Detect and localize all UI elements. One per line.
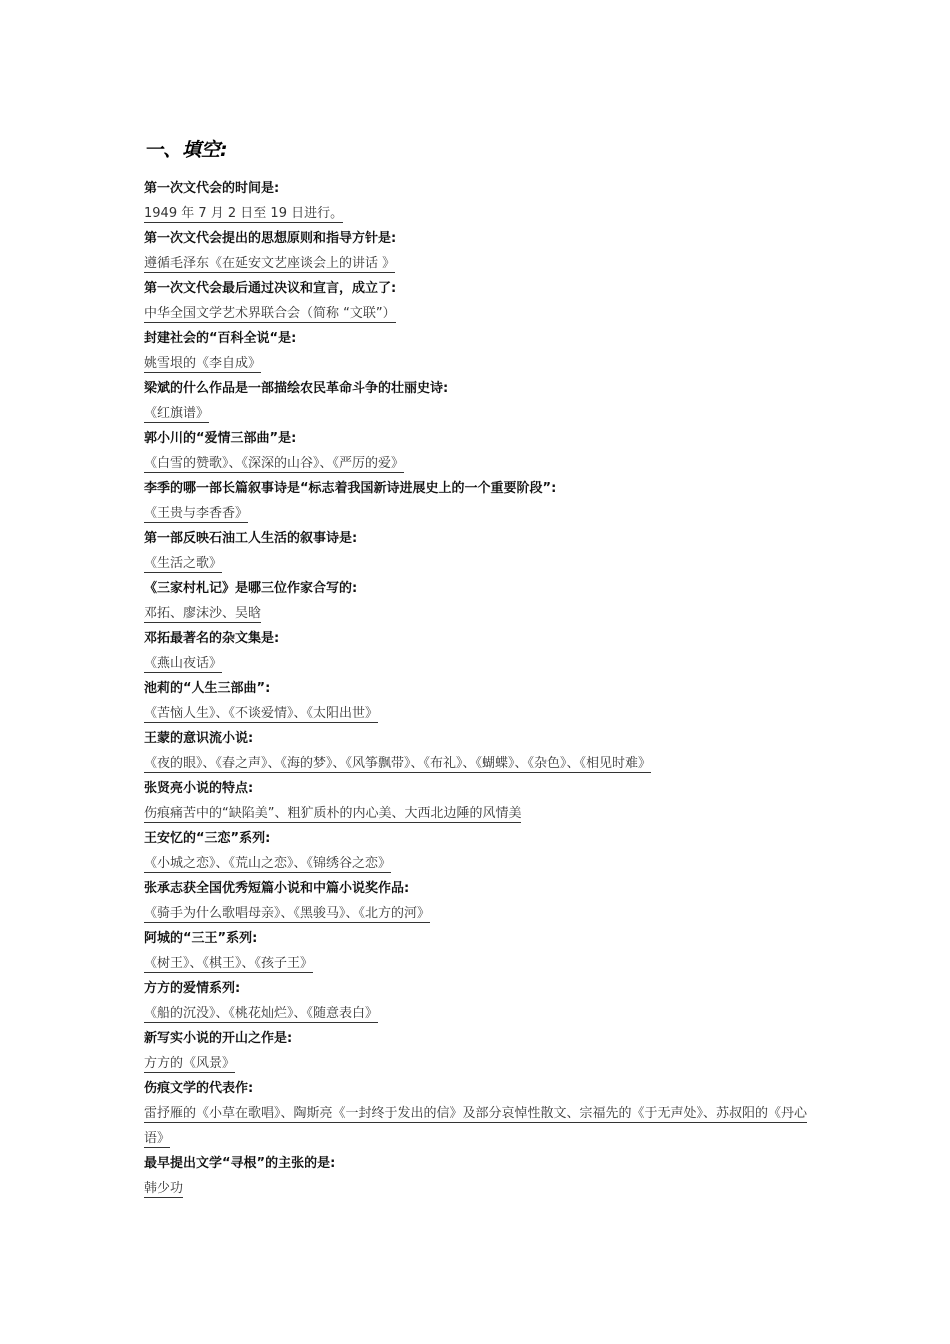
question-text: 第一次文代会的时间是: — [144, 181, 280, 196]
qa-item — [144, 1026, 814, 1076]
qa-item — [144, 276, 814, 326]
answer-text — [144, 351, 814, 376]
answer-text — [144, 501, 814, 526]
qa-item — [144, 776, 814, 826]
question-text: 池莉的“人生三部曲”: — [144, 681, 271, 696]
qa-item — [144, 426, 814, 476]
answer-underlined: 中华全国文学艺术界联合会（简称 “文联”） — [144, 306, 396, 321]
answer-underlined: 《燕山夜话》 — [144, 656, 223, 671]
question-text: 阿城的“三王”系列: — [144, 931, 258, 946]
qa-item — [144, 826, 814, 876]
answer-underlined: 1949 年 7 月 2 日至 19 日进行。 — [144, 206, 344, 221]
answer-underlined: 雷抒雁的《小草在歌唱》、陶斯亮《一封终于发出的信》及部分哀悼性散文、宗福先的《于无声处》、苏叔阳的《丹心语》 — [144, 1106, 808, 1146]
answer-underlined: 伤痕痛苦中的“缺陷美”、粗犷质朴的内心美、大西北边陲的风情美 — [144, 806, 522, 821]
question-text: 第一部反映石油工人生活的叙事诗是: — [144, 531, 358, 546]
answer-underlined: 《小城之恋》、《荒山之恋》、《锦绣谷之恋》 — [144, 856, 392, 871]
answer-underlined: 姚雪垠的《李自成》 — [144, 356, 262, 371]
answer-text — [144, 551, 814, 576]
question-text: 梁斌的什么作品是一部描绘农民革命斗争的壮丽史诗: — [144, 381, 449, 396]
answer-underlined: 韩少功 — [144, 1181, 184, 1196]
answer-text — [144, 951, 814, 976]
qa-item — [144, 926, 814, 976]
answer-text — [144, 1176, 814, 1201]
answer-underlined: 《船的沉没》、《桃花灿烂》、《随意表白》 — [144, 1006, 379, 1021]
qa-item — [144, 1151, 814, 1201]
answer-text — [144, 1051, 814, 1076]
qa-item — [144, 726, 814, 776]
answer-underlined: 《苦恼人生》、《不谈爱情》、《太阳出世》 — [144, 706, 379, 721]
question-text: 最早提出文学“寻根”的主张的是: — [144, 1156, 336, 1171]
section-title: 一、填空: — [144, 139, 228, 161]
qa-item — [144, 876, 814, 926]
answer-underlined: 《骑手为什么歌唱母亲》、《黑骏马》、《北方的河》 — [144, 906, 431, 921]
question-text: 郭小川的“爱情三部曲”是: — [144, 431, 297, 446]
question-text: 王蒙的意识流小说: — [144, 731, 254, 746]
answer-underlined: 《王贵与李香香》 — [144, 506, 249, 521]
question-text: 张承志获全国优秀短篇小说和中篇小说奖作品: — [144, 881, 410, 896]
question-text: 邓拓最著名的杂文集是: — [144, 631, 280, 646]
answer-text — [144, 801, 814, 826]
answer-underlined: 《夜的眼》、《春之声》、《海的梦》、《风筝飘带》、《布礼》、《蝴蝶》、《杂色》、《相见时难》 — [144, 756, 652, 771]
answer-underlined: 邓拓、廖沫沙、吴晗 — [144, 606, 262, 621]
answer-text — [144, 1101, 812, 1151]
question-text: 《三家村札记》是哪三位作家合写的: — [144, 581, 358, 596]
question-text: 封建社会的“百科全说“是: — [144, 331, 297, 346]
answer-text — [144, 851, 814, 876]
question-text: 新写实小说的开山之作是: — [144, 1031, 293, 1046]
qa-item — [144, 626, 814, 676]
answer-text — [144, 1001, 814, 1026]
answer-text — [144, 451, 814, 476]
question-text: 第一次文代会最后通过决议和宣言，成立了: — [144, 281, 397, 296]
qa-item — [144, 576, 814, 626]
qa-item — [144, 526, 814, 576]
question-text: 张贤亮小说的特点: — [144, 781, 254, 796]
question-text: 方方的爱情系列: — [144, 981, 241, 996]
answer-text — [144, 751, 814, 776]
qa-item — [144, 1076, 814, 1151]
answer-text — [144, 201, 814, 226]
answer-text — [144, 251, 814, 276]
qa-item — [144, 376, 814, 426]
qa-item — [144, 226, 814, 276]
question-text: 王安忆的“三恋”系列: — [144, 831, 271, 846]
qa-item — [144, 176, 814, 226]
question-text: 李季的哪一部长篇叙事诗是“标志着我国新诗进展史上的一个重要阶段”: — [144, 481, 557, 496]
answer-underlined: 《白雪的赞歌》、《深深的山谷》、《严厉的爱》 — [144, 456, 405, 471]
qa-item — [144, 676, 814, 726]
answer-text — [144, 901, 814, 926]
answer-underlined: 《树王》、《棋王》、《孩子王》 — [144, 956, 314, 971]
answer-text — [144, 701, 814, 726]
qa-item — [144, 326, 814, 376]
qa-item — [144, 976, 814, 1026]
answer-text — [144, 401, 814, 426]
answer-text — [144, 651, 814, 676]
answer-text — [144, 601, 814, 626]
question-text: 第一次文代会提出的思想原则和指导方针是: — [144, 231, 397, 246]
answer-underlined: 《红旗谱》 — [144, 406, 210, 421]
answer-underlined: 遵循毛泽东《在延安文艺座谈会上的讲话 》 — [144, 256, 396, 271]
question-text: 伤痕文学的代表作: — [144, 1081, 254, 1096]
page-content — [144, 136, 814, 1201]
answer-underlined: 方方的《风景》 — [144, 1056, 236, 1071]
qa-item — [144, 476, 814, 526]
answer-text — [144, 301, 814, 326]
answer-underlined: 《生活之歌》 — [144, 556, 223, 571]
